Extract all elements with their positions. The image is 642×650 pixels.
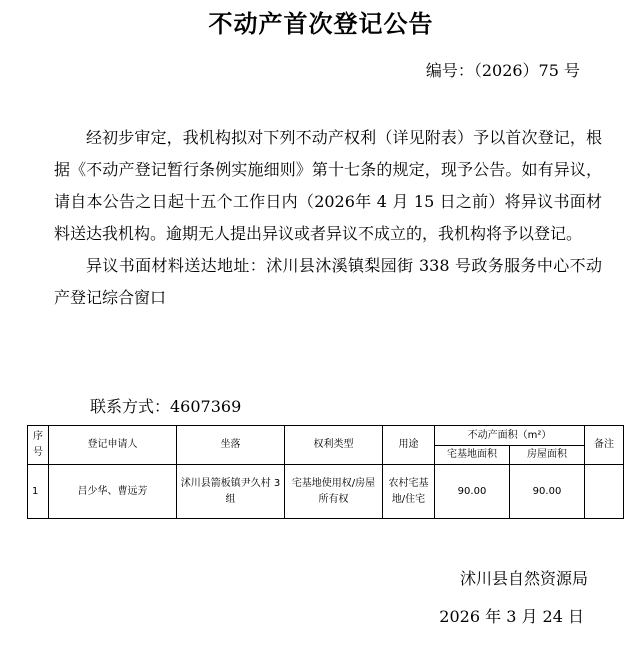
body-paragraph-address: 异议书面材料送达地址：沭川县沐溪镇梨园街 338 号政务服务中心不动产登记综合窗口 (54, 256, 602, 307)
header-area-group: 不动产面积（m²） (435, 426, 585, 446)
cell-location: 沭川县箭板镇尹久村 3 组 (177, 465, 285, 519)
header-house-area: 房屋面积 (510, 446, 585, 465)
notice-body (54, 122, 602, 314)
header-applicant: 登记申请人 (49, 426, 177, 465)
document-number: 编号：（2026）75 号 (425, 61, 580, 80)
cell-applicant: 吕少华、曹远芳 (49, 465, 177, 519)
cell-usage: 农村宅基地/住宅 (383, 465, 435, 519)
header-usage: 用途 (383, 426, 435, 465)
registration-table (27, 425, 624, 519)
cell-house-area: 90.00 (510, 465, 585, 519)
contact-info: 联系方式：4607369 (90, 397, 242, 416)
header-land-area: 宅基地面积 (435, 446, 510, 465)
header-right-type: 权利类型 (285, 426, 383, 465)
issuing-authority: 沭川县自然资源局 (459, 569, 588, 588)
header-index: 序号 (28, 426, 49, 465)
header-location: 坐落 (177, 426, 285, 465)
cell-right-type: 宅基地使用权/房屋所有权 (285, 465, 383, 519)
cell-index: 1 (28, 465, 49, 519)
header-remark: 备注 (585, 426, 624, 465)
notice-title: 不动产首次登记公告 (208, 9, 434, 38)
issue-date: 2026 年 3 月 24 日 (439, 607, 584, 626)
cell-land-area: 90.00 (435, 465, 510, 519)
table-row (28, 465, 624, 519)
cell-remark (585, 465, 624, 519)
body-paragraph: 经初步审定，我机构拟对下列不动产权利（详见附表）予以首次登记，根据《不动产登记暂行条例实施细则》第十七条的规定，现予公告。如有异议，请自本公告之日起十五个工作日内（2026年 4 月 15 日之前）将异议书面材料送达我机构。逾期无人提出异议或者异议不成立的，我机构将予以登记。 (54, 128, 602, 243)
